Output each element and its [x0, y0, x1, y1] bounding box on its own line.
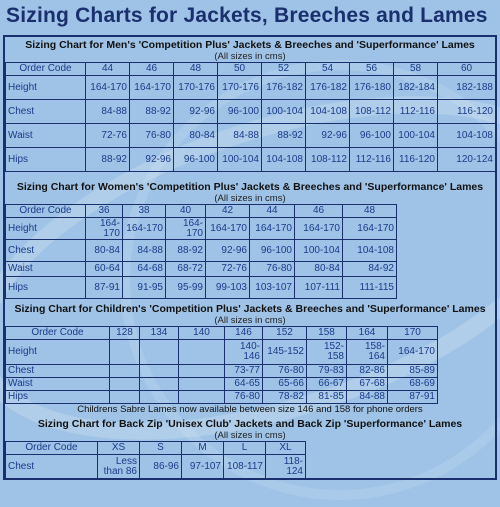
page-title: Sizing Charts for Jackets, Breeches and Lames — [6, 4, 488, 27]
measurement-cell: 85-89 — [388, 365, 438, 378]
table-row — [6, 124, 496, 148]
mens-size-table — [5, 62, 496, 172]
measurement-cell: 176-180 — [350, 76, 394, 100]
measurement-cell: 116-120 — [394, 148, 438, 172]
measurement-cell: 164-170 — [388, 340, 438, 365]
size-code-cell: 170 — [388, 327, 438, 340]
measurement-cell: 92-96 — [306, 124, 350, 148]
row-label: Height — [6, 340, 110, 365]
backzip-subtitle: (All sizes in cms) — [214, 430, 286, 441]
size-code-cell: 146 — [225, 327, 263, 340]
measurement-cell: 96-100 — [174, 148, 218, 172]
size-code-cell: 134 — [140, 327, 179, 340]
measurement-cell: Less than 86 — [98, 455, 140, 480]
measurement-cell: 104-108 — [306, 100, 350, 124]
measurement-cell — [110, 378, 140, 391]
row-label: Hips — [6, 148, 86, 172]
size-code-cell: XS — [98, 442, 140, 455]
childrens-section-header — [5, 303, 495, 326]
size-code-cell: 56 — [350, 63, 394, 76]
measurement-cell: 158-164 — [347, 340, 388, 365]
measurement-cell — [179, 378, 225, 391]
size-code-cell: 158 — [307, 327, 347, 340]
measurement-cell: 140-146 — [225, 340, 263, 365]
measurement-cell: 64-68 — [123, 262, 166, 277]
measurement-cell: 107-111 — [295, 277, 343, 299]
measurement-cell: 84-88 — [123, 240, 166, 262]
measurement-cell: 164-170 — [206, 218, 250, 240]
order-code-label: Order Code — [6, 327, 110, 340]
measurement-cell: 118-124 — [266, 455, 306, 480]
measurement-cell: 67-68 — [347, 378, 388, 391]
measurement-cell: 182-184 — [394, 76, 438, 100]
row-label: Chest — [6, 100, 86, 124]
measurement-cell: 76-80 — [263, 365, 307, 378]
measurement-cell: 76-80 — [225, 391, 263, 404]
measurement-cell: 100-104 — [394, 124, 438, 148]
backzip-section-header — [5, 418, 495, 441]
measurement-cell — [140, 365, 179, 378]
size-code-cell: 58 — [394, 63, 438, 76]
measurement-cell — [140, 378, 179, 391]
order-code-label: Order Code — [6, 63, 86, 76]
header-row — [6, 63, 496, 76]
size-code-cell: 152 — [263, 327, 307, 340]
measurement-cell — [110, 391, 140, 404]
size-code-cell: M — [182, 442, 224, 455]
row-label: Height — [6, 218, 86, 240]
measurement-cell: 104-108 — [343, 240, 397, 262]
size-code-cell: 164 — [347, 327, 388, 340]
measurement-cell: 84-88 — [218, 124, 262, 148]
row-label: Hips — [6, 391, 110, 404]
measurement-cell: 100-104 — [295, 240, 343, 262]
table-row — [6, 76, 496, 100]
measurement-cell: 73-77 — [225, 365, 263, 378]
measurement-cell: 92-96 — [206, 240, 250, 262]
measurement-cell: 82-86 — [347, 365, 388, 378]
measurement-cell — [140, 340, 179, 365]
measurement-cell: 95-99 — [166, 277, 206, 299]
measurement-cell: 164-170 — [130, 76, 174, 100]
table-row — [6, 365, 438, 378]
measurement-cell — [179, 340, 225, 365]
measurement-cell: 176-182 — [262, 76, 306, 100]
measurement-cell: 152-158 — [307, 340, 347, 365]
measurement-cell: 111-115 — [343, 277, 397, 299]
table-row — [6, 277, 397, 299]
childrens-note: Childrens Sabre Lames now available between size 146 and 158 for phone orders — [77, 404, 423, 415]
measurement-cell: 87-91 — [388, 391, 438, 404]
measurement-cell: 78-82 — [263, 391, 307, 404]
table-row — [6, 262, 397, 277]
measurement-cell: 66-67 — [307, 378, 347, 391]
size-code-cell: S — [140, 442, 182, 455]
size-code-cell: 42 — [206, 205, 250, 218]
measurement-cell: 96-100 — [350, 124, 394, 148]
table-row — [6, 218, 397, 240]
table-row — [6, 378, 438, 391]
measurement-cell: 108-117 — [224, 455, 266, 480]
backzip-size-table — [5, 441, 306, 480]
measurement-cell: 87-91 — [86, 277, 123, 299]
measurement-cell: 92-96 — [130, 148, 174, 172]
measurement-cell: 108-112 — [306, 148, 350, 172]
measurement-cell: 92-96 — [174, 100, 218, 124]
size-code-cell: 48 — [343, 205, 397, 218]
measurement-cell: 99-103 — [206, 277, 250, 299]
size-code-cell: 46 — [295, 205, 343, 218]
measurement-cell: 80-84 — [174, 124, 218, 148]
measurement-cell: 164-170 — [123, 218, 166, 240]
measurement-cell: 164-170 — [166, 218, 206, 240]
measurement-cell: 60-64 — [86, 262, 123, 277]
row-label: Waist — [6, 378, 110, 391]
measurement-cell — [179, 391, 225, 404]
childrens-size-table — [5, 326, 438, 404]
header-row — [6, 442, 306, 455]
size-code-cell: 60 — [438, 63, 496, 76]
measurement-cell: 88-92 — [86, 148, 130, 172]
measurement-cell: 96-100 — [218, 100, 262, 124]
measurement-cell: 100-104 — [262, 100, 306, 124]
measurement-cell: 164-170 — [86, 218, 123, 240]
row-label: Chest — [6, 455, 98, 480]
measurement-cell: 79-83 — [307, 365, 347, 378]
row-label: Waist — [6, 262, 86, 277]
row-label: Waist — [6, 124, 86, 148]
measurement-cell: 164-170 — [343, 218, 397, 240]
measurement-cell: 120-124 — [438, 148, 496, 172]
table-row — [6, 391, 438, 404]
size-code-cell: 128 — [110, 327, 140, 340]
row-label: Height — [6, 76, 86, 100]
measurement-cell: 170-176 — [218, 76, 262, 100]
measurement-cell: 108-112 — [350, 100, 394, 124]
measurement-cell: 88-92 — [166, 240, 206, 262]
table-row — [6, 455, 306, 480]
measurement-cell: 164-170 — [295, 218, 343, 240]
measurement-cell: 76-80 — [250, 262, 295, 277]
measurement-cell: 81-85 — [307, 391, 347, 404]
size-code-cell: 46 — [130, 63, 174, 76]
measurement-cell: 72-76 — [206, 262, 250, 277]
mens-subtitle: (All sizes in cms) — [214, 51, 286, 62]
measurement-cell: 116-120 — [438, 100, 496, 124]
size-code-cell: 54 — [306, 63, 350, 76]
measurement-cell — [110, 365, 140, 378]
measurement-cell: 170-176 — [174, 76, 218, 100]
order-code-label: Order Code — [6, 205, 86, 218]
measurement-cell: 80-84 — [86, 240, 123, 262]
size-code-cell: 38 — [123, 205, 166, 218]
header-row — [6, 205, 397, 218]
table-row — [6, 240, 397, 262]
measurement-cell: 86-96 — [140, 455, 182, 480]
table-row — [6, 148, 496, 172]
size-code-cell: XL — [266, 442, 306, 455]
measurement-cell: 91-95 — [123, 277, 166, 299]
womens-section-header — [5, 181, 495, 204]
measurement-cell: 96-100 — [250, 240, 295, 262]
measurement-cell: 104-108 — [438, 124, 496, 148]
measurement-cell: 68-69 — [388, 378, 438, 391]
size-code-cell: L — [224, 442, 266, 455]
measurement-cell — [140, 391, 179, 404]
size-code-cell: 48 — [174, 63, 218, 76]
measurement-cell: 145-152 — [263, 340, 307, 365]
womens-title: Sizing Chart for Women's 'Competition Plus' Jackets & Breeches and 'Superformance' Lames — [16, 181, 484, 193]
measurement-cell: 65-66 — [263, 378, 307, 391]
measurement-cell: 84-88 — [86, 100, 130, 124]
measurement-cell: 100-104 — [218, 148, 262, 172]
measurement-cell: 64-65 — [225, 378, 263, 391]
childrens-title: Sizing Chart for Children's 'Competition Plus' Jackets & Breeches and 'Superformance' Lames — [14, 303, 486, 315]
row-label: Hips — [6, 277, 86, 299]
table-row — [6, 100, 496, 124]
measurement-cell: 104-108 — [262, 148, 306, 172]
measurement-cell: 176-182 — [306, 76, 350, 100]
womens-size-table — [5, 204, 397, 299]
measurement-cell: 84-88 — [347, 391, 388, 404]
table-row — [6, 340, 438, 365]
measurement-cell: 72-76 — [86, 124, 130, 148]
measurement-cell: 88-92 — [130, 100, 174, 124]
header-row — [6, 327, 438, 340]
measurement-cell: 76-80 — [130, 124, 174, 148]
measurement-cell: 164-170 — [250, 218, 295, 240]
measurement-cell: 103-107 — [250, 277, 295, 299]
size-code-cell: 50 — [218, 63, 262, 76]
size-code-cell: 44 — [250, 205, 295, 218]
row-label: Chest — [6, 240, 86, 262]
row-label: Chest — [6, 365, 110, 378]
measurement-cell: 112-116 — [350, 148, 394, 172]
measurement-cell — [179, 365, 225, 378]
measurement-cell: 164-170 — [86, 76, 130, 100]
measurement-cell: 182-188 — [438, 76, 496, 100]
measurement-cell: 112-116 — [394, 100, 438, 124]
childrens-subtitle: (All sizes in cms) — [214, 315, 286, 326]
size-code-cell: 44 — [86, 63, 130, 76]
size-code-cell: 140 — [179, 327, 225, 340]
size-code-cell: 52 — [262, 63, 306, 76]
mens-section-header — [5, 39, 495, 62]
order-code-label: Order Code — [6, 442, 98, 455]
mens-title: Sizing Chart for Men's 'Competition Plus' Jackets & Breeches and 'Superformance' Lames — [25, 39, 475, 51]
measurement-cell — [110, 340, 140, 365]
womens-subtitle: (All sizes in cms) — [214, 193, 286, 204]
measurement-cell: 80-84 — [295, 262, 343, 277]
measurement-cell: 68-72 — [166, 262, 206, 277]
measurement-cell: 88-92 — [262, 124, 306, 148]
measurement-cell: 84-92 — [343, 262, 397, 277]
size-code-cell: 40 — [166, 205, 206, 218]
backzip-title: Sizing Chart for Back Zip 'Unisex Club' Jackets and Back Zip 'Superformance' Lames — [37, 418, 463, 430]
size-code-cell: 36 — [86, 205, 123, 218]
measurement-cell: 97-107 — [182, 455, 224, 480]
